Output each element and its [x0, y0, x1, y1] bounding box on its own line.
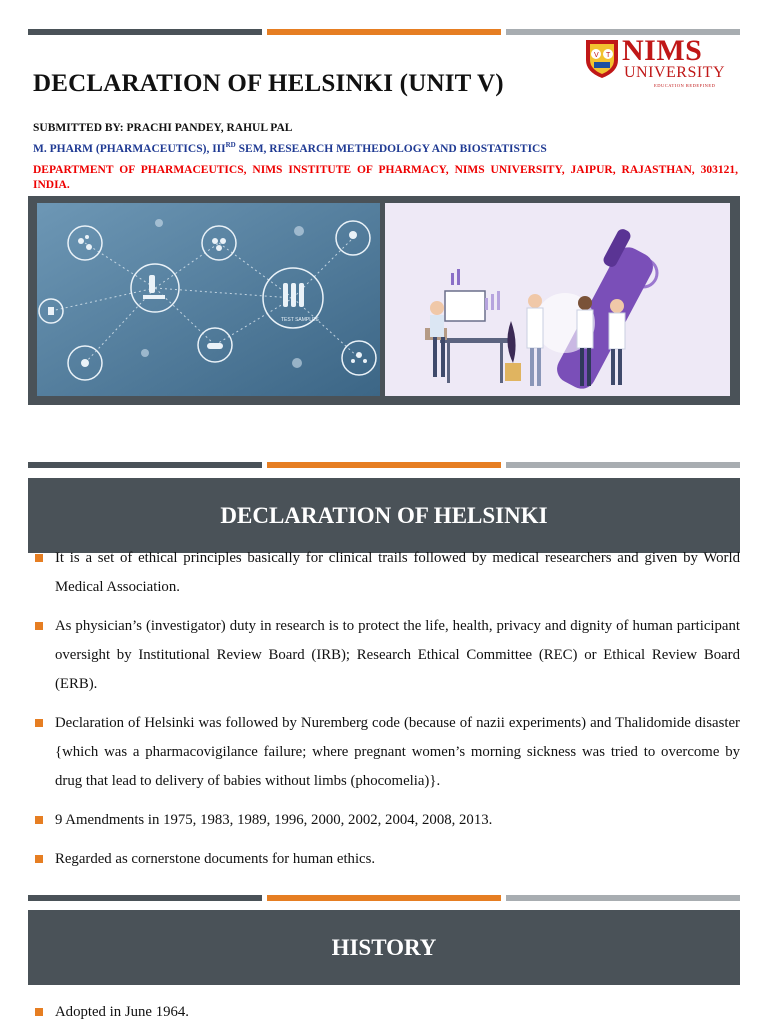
illustration-panel — [28, 196, 740, 405]
test-samples-label: TEST SAMPLES — [281, 317, 319, 323]
top-stripe-dark — [28, 29, 262, 35]
low-stripe-gray — [506, 895, 740, 901]
department-info: DEPARTMENT OF PHARMACEUTICS, NIMS INSTITUTE OF PHARMACY, NIMS UNIVERSITY, JAIPUR, RAJASTHAN, 303121, INDIA. — [33, 164, 738, 191]
logo-university: UNIVERSITY — [624, 64, 725, 81]
section-heading-history: HISTORY — [28, 910, 740, 985]
low-stripe-dark — [28, 895, 262, 901]
logo-tagline: EDUCATION REDEFINED — [654, 83, 716, 88]
science-network-illustration — [37, 203, 380, 396]
svg-text:V: V — [594, 52, 599, 59]
list-item: Regarded as cornerstone documents for human ethics. — [30, 845, 740, 874]
logo-name: NIMS — [622, 34, 703, 67]
mid-stripe-gray — [506, 462, 740, 468]
list-item: Declaration of Helsinki was followed by Nuremberg code (because of nazii experiments) and Thalidomide disaster {which was a pharmacovigilance failure; where pregnant women’s morning sickness was tried to overcome by drug that lead to delivery of babies without limbs (phocomelia)}. — [30, 709, 740, 796]
list-item: As physician’s (investigator) duty in research is to protect the life, health, privacy and dignity of human participant oversight by Institutional Review Board (IRB); Research Ethical Committee (REC) or Ethical Review Board (ERB). — [30, 612, 740, 699]
mid-stripe-dark — [28, 462, 262, 468]
top-stripe-orange — [267, 29, 501, 35]
svg-text:T: T — [606, 52, 611, 59]
declaration-bullet-list — [30, 544, 740, 884]
course-info: M. PHARM (PHARMACEUTICS), IIIRD SEM, RESEARCH METHEDOLOGY AND BIOSTATISTICS — [33, 141, 547, 155]
list-item: It is a set of ethical principles basically for clinical trails followed by medical researchers and given by World Medical Association. — [30, 544, 740, 602]
list-item: Adopted in June 1964. — [30, 998, 740, 1024]
list-item: 9 Amendments in 1975, 1983, 1989, 1996, 2000, 2002, 2004, 2008, 2013. — [30, 806, 740, 835]
researchers-microscope-illustration — [385, 203, 730, 396]
mid-stripe-orange — [267, 462, 501, 468]
section-heading-declaration: DECLARATION OF HELSINKI — [28, 478, 740, 553]
history-bullet-list — [30, 998, 740, 1024]
low-stripe-orange — [267, 895, 501, 901]
submitted-by: SUBMITTED BY: PRACHI PANDEY, RAHUL PAL — [33, 122, 293, 134]
page-title: DECLARATION OF HELSINKI (UNIT V) — [33, 70, 504, 97]
nims-university-logo — [580, 34, 745, 92]
university-crest-icon — [582, 36, 622, 80]
